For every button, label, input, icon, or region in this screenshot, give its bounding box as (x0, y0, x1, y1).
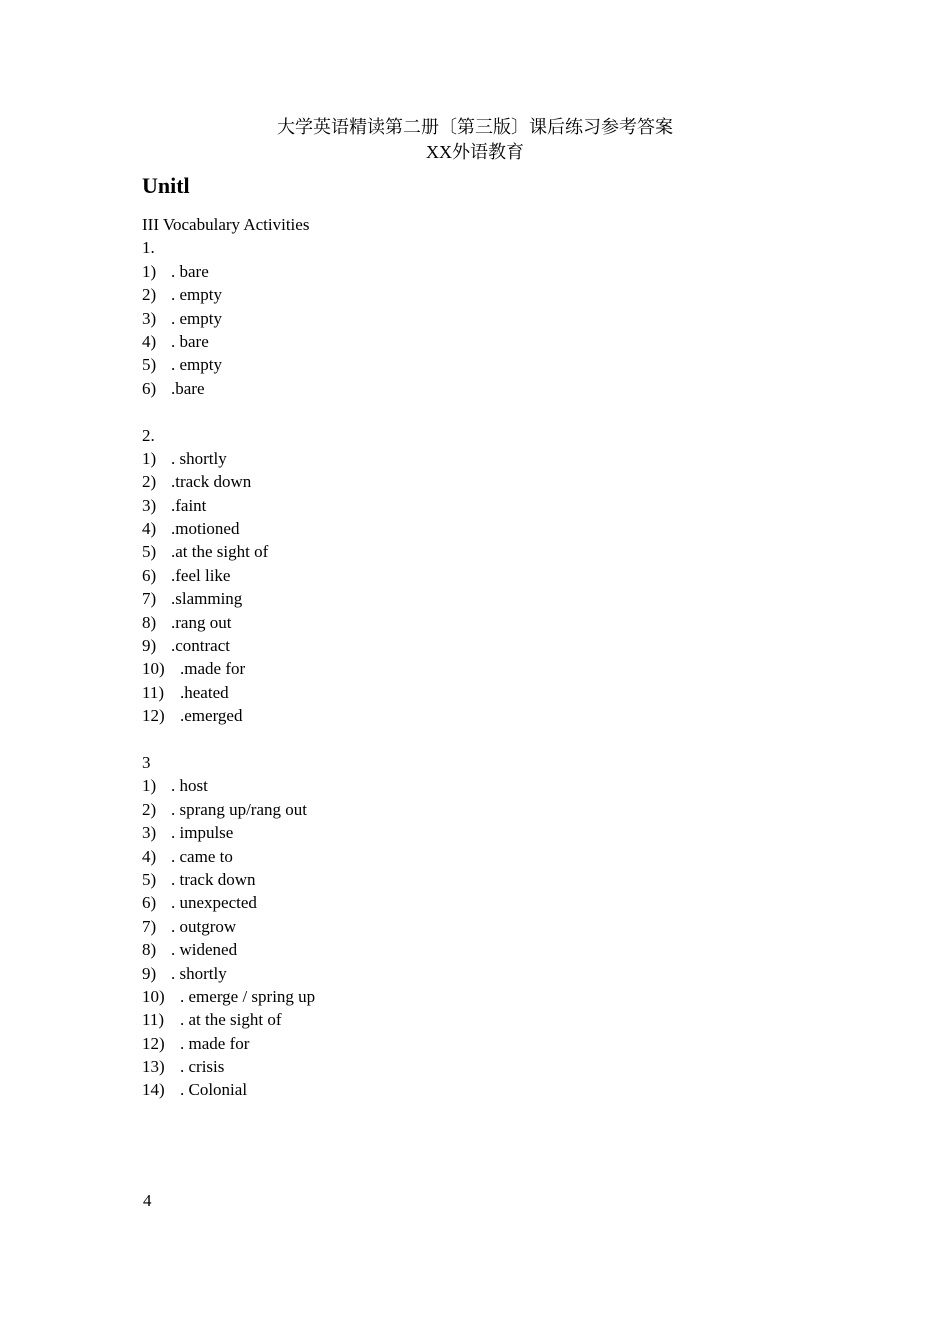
title-line-1: 大学英语精读第二册〔第三版〕课后练习参考答案 (277, 117, 673, 137)
answer-text: .motioned (171, 519, 240, 539)
answer-number: 8) (142, 940, 157, 960)
answer-number: 9) (142, 636, 157, 656)
answer-number: 2) (142, 472, 157, 492)
unit-heading: Unitl (142, 173, 190, 198)
answer-number: 5) (142, 355, 157, 375)
answer-number: 5) (142, 869, 157, 889)
answer-text: . bare (171, 261, 209, 281)
answer-item (142, 330, 315, 353)
answer-item (142, 915, 315, 938)
answer-text: . track down (171, 869, 256, 889)
answer-text: .faint (171, 495, 207, 515)
answer-text: .track down (171, 472, 252, 492)
answer-item (142, 1078, 315, 1101)
answer-text: . empty (171, 285, 222, 305)
answer-text: .emerged (180, 706, 243, 726)
spacer (142, 728, 315, 751)
answer-number: 4) (142, 331, 157, 351)
answer-number: 2) (142, 799, 157, 819)
answer-number: 12) (142, 1033, 165, 1053)
answer-item (142, 1055, 315, 1078)
answer-number: 7) (142, 916, 157, 936)
answer-text: .heated (180, 682, 229, 702)
document-title (0, 115, 950, 165)
title-line-2: XX外语教育 (426, 142, 524, 162)
answer-text: . emerge / spring up (180, 986, 316, 1006)
answer-item (142, 377, 315, 400)
answer-item (142, 353, 315, 376)
answer-item (142, 540, 315, 563)
answer-number: 11) (142, 682, 165, 702)
answer-text: . shortly (171, 448, 227, 468)
answer-text: . host (171, 776, 208, 796)
answer-number: 2) (142, 285, 157, 305)
answer-number: 3) (142, 823, 157, 843)
answer-number: 8) (142, 612, 157, 632)
answer-text: . sprang up/rang out (171, 799, 307, 819)
exercise-label: 2. (142, 425, 155, 445)
answer-text: . widened (171, 940, 238, 960)
answer-text: .made for (180, 659, 246, 679)
answer-text: . came to (171, 846, 233, 866)
answer-number: 1) (142, 261, 157, 281)
answer-item (142, 564, 315, 587)
answer-text: . unexpected (171, 893, 257, 913)
answer-text: .rang out (171, 612, 232, 632)
spacer (142, 400, 315, 423)
answer-item (142, 587, 315, 610)
answer-number: 12) (142, 706, 165, 726)
answer-text: .at the sight of (171, 542, 269, 562)
answer-number: 7) (142, 589, 157, 609)
answer-number: 6) (142, 893, 157, 913)
answer-item (142, 985, 315, 1008)
answer-item (142, 868, 315, 891)
answer-item (142, 611, 315, 634)
answer-number: 4) (142, 519, 157, 539)
answer-content (142, 213, 315, 1102)
answer-item (142, 634, 315, 657)
answer-item (142, 1032, 315, 1055)
answer-item (142, 283, 315, 306)
answer-number: 10) (142, 986, 165, 1006)
answer-number: 6) (142, 565, 157, 585)
answer-text: .bare (171, 378, 205, 398)
answer-item (142, 938, 315, 961)
answer-item (142, 821, 315, 844)
exercise-label: 1. (142, 238, 155, 258)
answer-text: . empty (171, 308, 222, 328)
answer-text: . at the sight of (180, 1010, 282, 1030)
answer-number: 6) (142, 378, 157, 398)
answer-item (142, 962, 315, 985)
answer-text: . made for (180, 1033, 250, 1053)
answer-text: .slamming (171, 589, 243, 609)
answer-text: . bare (171, 331, 209, 351)
answer-item (142, 470, 315, 493)
answer-item (142, 1008, 315, 1031)
answer-number: 11) (142, 1010, 165, 1030)
answer-item (142, 681, 315, 704)
exercise-label: 3 (142, 752, 151, 772)
answer-text: . Colonial (180, 1080, 248, 1100)
page-number: 4 (143, 1191, 152, 1210)
answer-number: 1) (142, 776, 157, 796)
answer-text: . shortly (171, 963, 227, 983)
answer-text: . crisis (180, 1057, 225, 1077)
answer-item (142, 447, 315, 470)
answer-number: 5) (142, 542, 157, 562)
answer-text: . outgrow (171, 916, 237, 936)
answer-text: . impulse (171, 823, 234, 843)
answer-item (142, 798, 315, 821)
answer-item (142, 260, 315, 283)
answer-number: 10) (142, 659, 165, 679)
answer-number: 14) (142, 1080, 165, 1100)
answer-number: 4) (142, 846, 157, 866)
answer-item (142, 774, 315, 797)
answer-item (142, 307, 315, 330)
answer-number: 1) (142, 448, 157, 468)
answer-number: 9) (142, 963, 157, 983)
answer-item (142, 891, 315, 914)
answer-item (142, 704, 315, 727)
answer-item (142, 657, 315, 680)
answer-item (142, 517, 315, 540)
answer-text: .contract (171, 636, 230, 656)
answer-number: 3) (142, 308, 157, 328)
answer-text: .feel like (171, 565, 231, 585)
answer-text: . empty (171, 355, 222, 375)
answer-number: 3) (142, 495, 157, 515)
section-title: III Vocabulary Activities (142, 215, 310, 234)
answer-item (142, 845, 315, 868)
answer-number: 13) (142, 1057, 165, 1077)
answer-item (142, 494, 315, 517)
